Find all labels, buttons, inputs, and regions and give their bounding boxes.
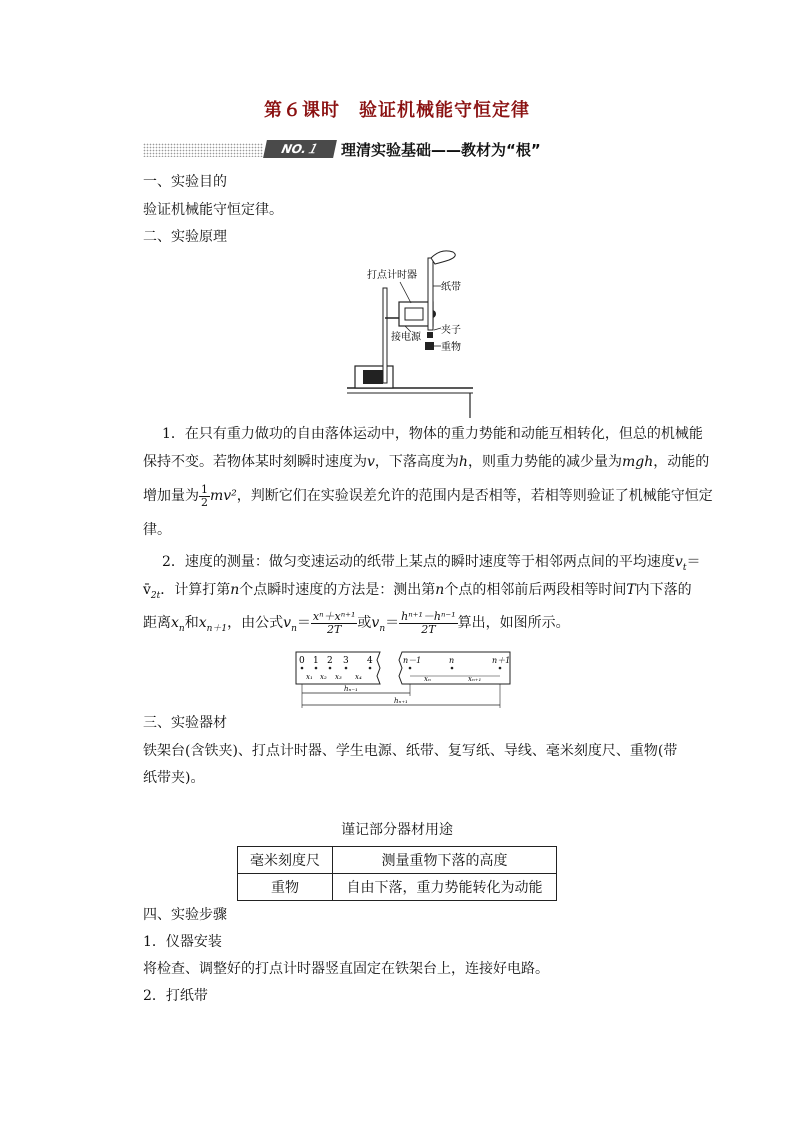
- para2-text: 算出，如图所示。: [457, 615, 570, 631]
- var-vt-sub: t: [682, 562, 687, 573]
- stand-pole: [383, 288, 387, 383]
- dot-4: [369, 667, 372, 670]
- dot-0: [301, 667, 304, 670]
- x2-label: x₂: [320, 673, 327, 681]
- fraction-half: [199, 484, 210, 509]
- var-vn-sub: n: [291, 623, 297, 634]
- para2-line1: [162, 552, 700, 578]
- table-cell: 自由下落，重力势能转化为动能: [333, 874, 557, 901]
- label-timer: 打点计时器: [367, 270, 417, 281]
- label-tape: 纸带: [441, 282, 461, 293]
- para1-line2: [143, 452, 709, 472]
- table-cell: 毫米刻度尺: [238, 847, 333, 874]
- para2-line3: [143, 606, 570, 646]
- var-T: T: [626, 582, 636, 598]
- page-title: 第６课时 验证机械能守恒定律: [264, 100, 530, 121]
- hand-icon: [431, 251, 455, 264]
- var-mgh: mgh: [621, 454, 654, 470]
- var-vn: v: [283, 615, 292, 631]
- dot-2: [329, 667, 332, 670]
- var-xn1-sub: n＋1: [206, 623, 228, 634]
- mark-2: 2: [327, 656, 333, 666]
- apparatus-figure: [345, 248, 475, 423]
- equals-sign: ＝: [385, 615, 400, 631]
- para2-text: 距离: [143, 615, 171, 631]
- dot-n-plus: [499, 667, 502, 670]
- mark-4: 4: [367, 656, 373, 666]
- para2-text: 个点的相邻前后两段相等时间: [444, 582, 627, 598]
- mark-1: 1: [313, 656, 319, 666]
- mark-n-minus: n－1: [403, 656, 422, 665]
- section-heading-principle: 二、实验原理: [143, 229, 227, 245]
- mark-n: n: [449, 656, 455, 665]
- table-cell: 测量重物下落的高度: [333, 847, 557, 874]
- x1-label: x₁: [306, 673, 313, 681]
- var-n: n: [435, 582, 445, 598]
- var-v: v: [367, 454, 375, 470]
- para1-line3: [143, 482, 713, 510]
- fraction-num: xⁿ＋xⁿ⁺¹: [312, 609, 356, 623]
- para1-line4: 律。: [143, 522, 171, 538]
- var-vbar-sub: 2t: [150, 590, 161, 601]
- para2-text: ．计算打第: [160, 582, 231, 598]
- para2-text: ，由公式: [227, 615, 284, 631]
- var-vn: v: [371, 615, 380, 631]
- table-row: [238, 874, 557, 901]
- section-banner: [143, 139, 563, 161]
- h-minus-label: hₙ₋₁: [344, 685, 358, 693]
- tape-figure: [292, 648, 512, 710]
- var-xn: x: [171, 615, 179, 631]
- clamp: [427, 332, 433, 338]
- dot-3: [345, 667, 348, 670]
- var-mv2: mv²: [210, 488, 237, 504]
- table-cell: 重物: [238, 874, 333, 901]
- weight: [425, 342, 434, 350]
- var-vt: v: [674, 554, 683, 570]
- para1-text: ，动能的: [653, 454, 710, 470]
- section-heading-purpose: 一、实验目的: [143, 174, 227, 190]
- h-plus-label: hₙ₊₁: [394, 697, 408, 705]
- section-heading-equipment: 三、实验器材: [143, 715, 227, 731]
- step1-body: 将检查、调整好的打点计时器竖直固定在铁架台上，连接好电路。: [143, 961, 549, 977]
- var-n: n: [230, 582, 240, 598]
- var-xn1: x: [198, 615, 207, 631]
- banner-dots: [143, 143, 263, 157]
- para2-text: 和: [184, 615, 199, 631]
- para2-text: 2．速度的测量：做匀变速运动的纸带上某点的瞬时速度等于相邻两点间的平均速度: [162, 554, 675, 570]
- leader-clamp: [434, 328, 441, 330]
- leader-timer: [400, 282, 411, 303]
- para2-text: 个点瞬时速度的方法是：测出第: [239, 582, 436, 598]
- var-vn-sub: n: [379, 623, 386, 634]
- label-power: 接电源: [391, 332, 421, 343]
- stand-base-block: [363, 370, 383, 384]
- para2-line2: [143, 580, 692, 606]
- fraction-num: 1: [201, 482, 208, 496]
- x3-label: x₃: [335, 673, 342, 681]
- var-vbar: v̄: [143, 582, 151, 598]
- dot-n-minus: [409, 667, 412, 670]
- formula-fraction-1: [311, 611, 358, 636]
- label-weight: 重物: [441, 342, 461, 353]
- section-heading-steps: 四、实验步骤: [143, 907, 227, 923]
- equals-sign: ＝: [686, 554, 701, 570]
- mark-0: 0: [299, 656, 305, 666]
- dot-1: [315, 667, 318, 670]
- step1-heading: 1．仪器安装: [143, 934, 222, 950]
- para1-text: 保持不变。若物体某时刻瞬时速度为: [143, 454, 367, 470]
- label-clamp: 夹子: [441, 325, 461, 336]
- table-caption: 谨记部分器材用途: [341, 822, 453, 838]
- banner-badge: NO.１: [263, 140, 337, 158]
- banner-text: 理清实验基础——教材为“根”: [341, 141, 541, 159]
- table-row: [238, 847, 557, 874]
- fraction-den: 2: [201, 495, 208, 509]
- fraction-den: 2T: [421, 622, 436, 636]
- fraction-den: 2T: [326, 622, 342, 636]
- para1-text: ，下落高度为: [374, 454, 459, 470]
- para2-text: 内下落的: [635, 582, 692, 598]
- purpose-text: 验证机械能守恒定律。: [143, 202, 283, 218]
- equipment-line1: 铁架台(含铁夹)、打点计时器、学生电源、纸带、复写纸、导线、毫米刻度尺、重物(带: [143, 743, 678, 759]
- para1-text: ，判断它们在实验误差允许的范围内是否相等，若相等则验证了机械能守恒定: [236, 488, 713, 504]
- var-xn-sub: n: [178, 623, 185, 634]
- step2-heading: 2．打纸带: [143, 988, 208, 1004]
- paper-tape: [428, 258, 433, 330]
- mark-n-plus: n＋1: [492, 656, 511, 665]
- fraction-num: hⁿ⁺¹－hⁿ⁻¹: [401, 609, 456, 623]
- equipment-line2: 纸带夹)。: [143, 770, 205, 786]
- timer-inner: [405, 308, 423, 320]
- para1-line1: 1．在只有重力做功的自由落体运动中，物体的重力势能和动能互相转化，但总的机械能: [162, 426, 703, 442]
- equipment-table: [237, 846, 557, 901]
- xn-label: xₙ: [424, 675, 431, 683]
- para2-text: 或: [357, 615, 372, 631]
- para1-text: ，则重力势能的减少量为: [467, 454, 622, 470]
- equals-sign: ＝: [296, 615, 311, 631]
- para1-text: 增加量为: [143, 488, 199, 504]
- x4-label: x₄: [355, 673, 362, 681]
- mark-3: 3: [343, 656, 349, 666]
- xn1-label: xₙ₊₁: [468, 675, 482, 683]
- dot-n: [451, 667, 454, 670]
- var-h: h: [458, 454, 468, 470]
- formula-fraction-2: [399, 611, 458, 636]
